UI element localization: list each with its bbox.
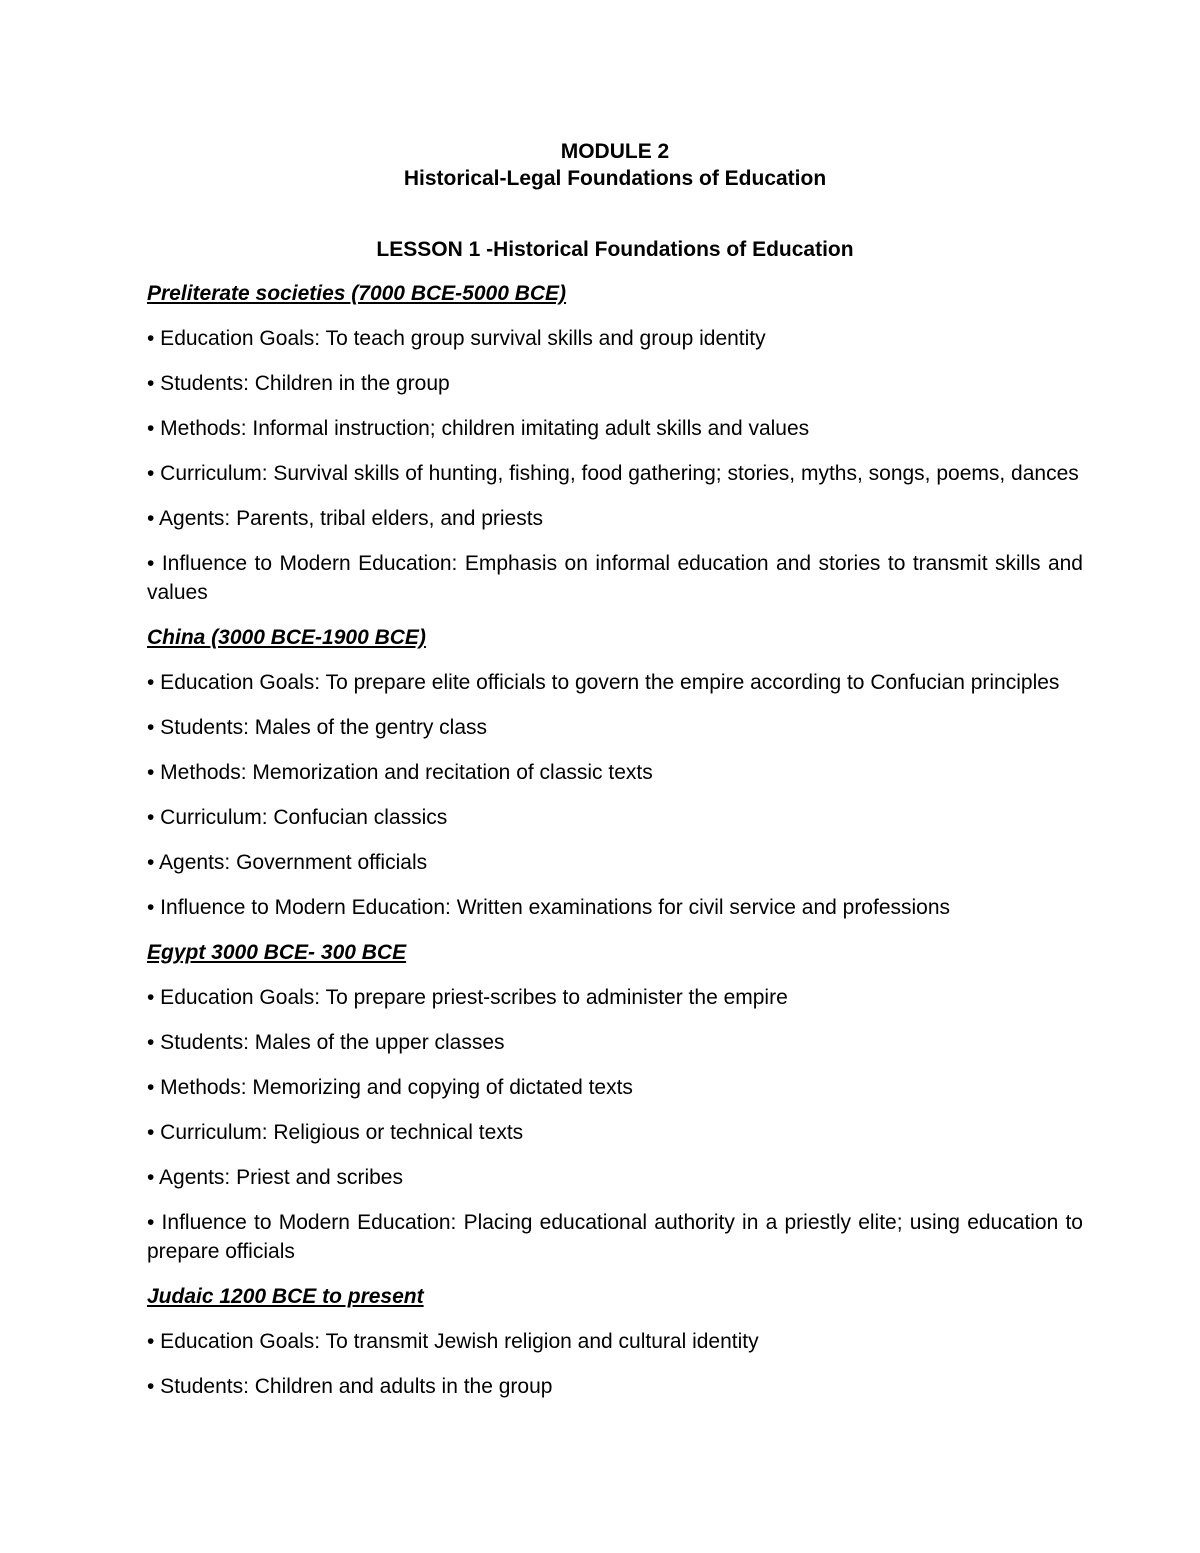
list-item: • Influence to Modern Education: Placing educational authority in a priestly elite; using education to prepare officials xyxy=(147,1211,1083,1263)
list-item: • Education Goals: To teach group survival skills and group identity xyxy=(147,327,766,350)
list-item: • Influence to Modern Education: Emphasis on informal education and stories to transmit skills and values xyxy=(147,552,1083,604)
list-item: • Education Goals: To prepare priest-scribes to administer the empire xyxy=(147,986,788,1009)
list-item: • Methods: Memorizing and copying of dictated texts xyxy=(147,1076,633,1099)
section-heading: Judaic 1200 BCE to present xyxy=(147,1285,424,1308)
list-item: • Students: Males of the upper classes xyxy=(147,1031,505,1054)
list-item: • Agents: Priest and scribes xyxy=(147,1166,403,1189)
section-china xyxy=(147,624,1083,922)
list-item: • Influence to Modern Education: Written examinations for civil service and professions xyxy=(147,896,951,919)
section-heading: Egypt 3000 BCE- 300 BCE xyxy=(147,941,407,964)
list-item: • Students: Children and adults in the group xyxy=(147,1375,553,1398)
section-heading: China (3000 BCE-1900 BCE) xyxy=(147,626,426,649)
list-item: • Agents: Parents, tribal elders, and priests xyxy=(147,507,544,530)
list-item: • Methods: Informal instruction; children imitating adult skills and values xyxy=(147,417,810,440)
list-item: • Students: Males of the gentry class xyxy=(147,716,488,739)
section-egypt xyxy=(147,939,1083,1266)
list-item: • Education Goals: To transmit Jewish religion and cultural identity xyxy=(147,1330,759,1353)
list-item: • Students: Children in the group xyxy=(147,372,450,395)
module-title: MODULE 2 xyxy=(560,140,670,163)
section-heading: Preliterate societies (7000 BCE-5000 BCE) xyxy=(147,282,567,305)
list-item: • Agents: Government officials xyxy=(147,851,428,874)
section-judaic xyxy=(147,1283,1083,1401)
list-item: • Curriculum: Survival skills of hunting, fishing, food gathering; stories, myths, songs, poems, dances xyxy=(147,462,1079,485)
list-item: • Methods: Memorization and recitation of classic texts xyxy=(147,761,653,784)
list-item: • Curriculum: Confucian classics xyxy=(147,806,448,829)
module-subtitle: Historical-Legal Foundations of Education xyxy=(403,167,827,190)
document-page xyxy=(147,138,1083,1401)
lesson-title: LESSON 1 -Historical Foundations of Education xyxy=(376,238,854,261)
section-preliterate xyxy=(147,280,1083,607)
list-item: • Curriculum: Religious or technical texts xyxy=(147,1121,524,1144)
list-item: • Education Goals: To prepare elite officials to govern the empire according to Confucian principles xyxy=(147,671,1060,694)
